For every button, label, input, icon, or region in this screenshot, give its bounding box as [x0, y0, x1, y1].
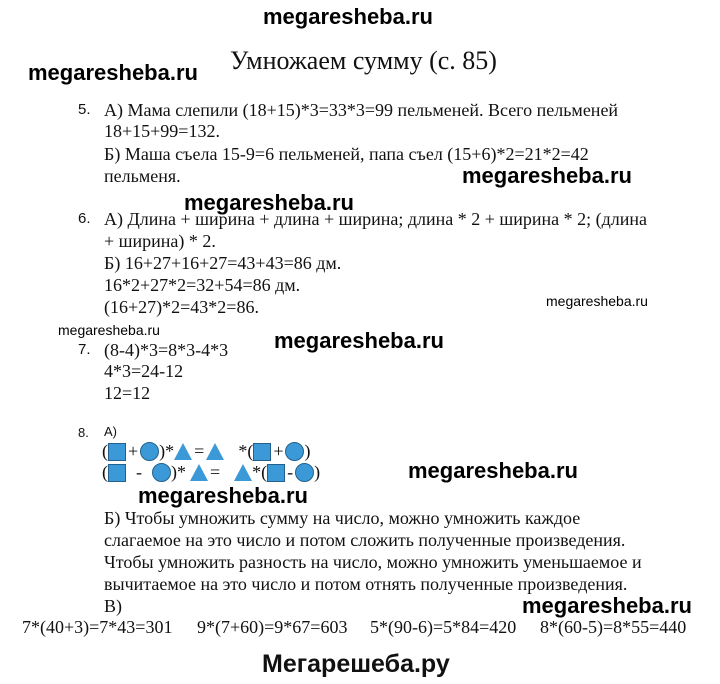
- paren-times: )*: [159, 441, 175, 461]
- task8-calc-2: 9*(7+60)=9*67=603: [197, 617, 348, 637]
- task5-a-line2: 18+15+99=132.: [104, 121, 220, 141]
- times-paren: *(: [252, 462, 268, 482]
- watermark-top: megaresheba.ru: [263, 4, 433, 29]
- task8-b-line2: слагаемое на это число и потом сложить полученные произведения.: [104, 530, 626, 550]
- task8-v-label: В): [104, 596, 122, 616]
- watermark-after-5: megaresheba.ru: [462, 163, 632, 188]
- task8-b-line1: Б) Чтобы умножить сумму на число, можно умножить каждое: [104, 508, 581, 528]
- task8-calc-3: 5*(90-6)=5*84=420: [370, 617, 517, 637]
- plus-sign: +: [128, 441, 139, 461]
- footer-watermark: Мегарешеба.ру: [262, 650, 450, 678]
- task8-number: 8.: [78, 425, 89, 440]
- square-icon: [108, 443, 126, 461]
- triangle-icon: [234, 464, 252, 481]
- task8-a-label: А): [104, 424, 117, 439]
- task8-formula-sum: [102, 441, 310, 462]
- task7-number: 7.: [78, 341, 91, 358]
- triangle-icon: [174, 443, 192, 460]
- plus-sign: +: [273, 441, 284, 461]
- task6-b-line1: Б) 16+27+16+27=43+43=86 дм.: [104, 253, 342, 273]
- circle-icon: [140, 442, 159, 461]
- square-icon: [253, 443, 271, 461]
- task7-line1: (8-4)*3=8*3-4*3: [104, 340, 229, 360]
- page-title: Умножаем сумму (с. 85): [230, 46, 497, 75]
- paren: (: [102, 441, 108, 461]
- paren: (: [102, 462, 108, 482]
- times-paren: *(: [238, 441, 254, 461]
- minus-sign: -: [287, 462, 294, 482]
- task8-calc-1: 7*(40+3)=7*43=301: [22, 617, 173, 637]
- task8-formula-difference: [102, 462, 320, 483]
- equals-sign: =: [194, 441, 205, 461]
- circle-icon: [285, 442, 304, 461]
- watermark-left-title: megaresheba.ru: [28, 60, 198, 85]
- task6-number: 6.: [78, 210, 91, 227]
- task7-line2: 4*3=24-12: [104, 361, 184, 381]
- task5-a-line1: А) Мама слепили (18+15)*3=33*3=99 пельменей. Всего пельменей: [104, 100, 619, 120]
- watermark-right-8: megaresheba.ru: [408, 458, 578, 483]
- task6-a-line1: А) Длина + ширина + длина + ширина; длина * 2 + ширина * 2; (длина: [104, 209, 648, 229]
- task6-b-line3: (16+27)*2=43*2=86.: [104, 297, 259, 317]
- task8-b-line4: вычитаемое на это число и потом отнять полученные произведения.: [104, 574, 628, 594]
- task6-b-line2: 16*2+27*2=32+54=86 дм.: [104, 275, 301, 295]
- paren: ): [304, 441, 311, 461]
- paren: ): [314, 462, 321, 482]
- square-icon: [108, 464, 126, 482]
- watermark-mid-7: megaresheba.ru: [274, 328, 444, 353]
- circle-icon: [295, 463, 314, 482]
- task7-line3: 12=12: [104, 383, 151, 403]
- watermark-right-v: megaresheba.ru: [522, 593, 692, 618]
- watermark-after-6a: megaresheba.ru: [184, 190, 354, 215]
- task5-b-line1: Б) Маша съела 15-9=6 пельменей, папа съел (15+6)*2=21*2=42: [104, 144, 589, 164]
- circle-icon: [152, 463, 171, 482]
- equals-sign: =: [210, 462, 221, 482]
- task8-calc-4: 8*(60-5)=8*55=440: [540, 617, 687, 637]
- task5-b-line2: пельменя.: [104, 166, 181, 186]
- minus-sign: -: [136, 462, 142, 482]
- triangle-icon: [206, 443, 224, 460]
- paren-times: )*: [171, 462, 186, 482]
- watermark-mid-8: megaresheba.ru: [138, 483, 308, 508]
- task5-number: 5.: [78, 101, 91, 118]
- triangle-icon: [190, 464, 208, 481]
- watermark-right-small: megaresheba.ru: [546, 293, 648, 309]
- watermark-left-small: megaresheba.ru: [58, 322, 160, 338]
- task8-b-line3: Чтобы умножить разность на число, можно умножить уменьшаемое и: [104, 552, 642, 572]
- square-icon: [267, 464, 285, 482]
- task6-a-line2: + ширина) * 2.: [104, 231, 216, 251]
